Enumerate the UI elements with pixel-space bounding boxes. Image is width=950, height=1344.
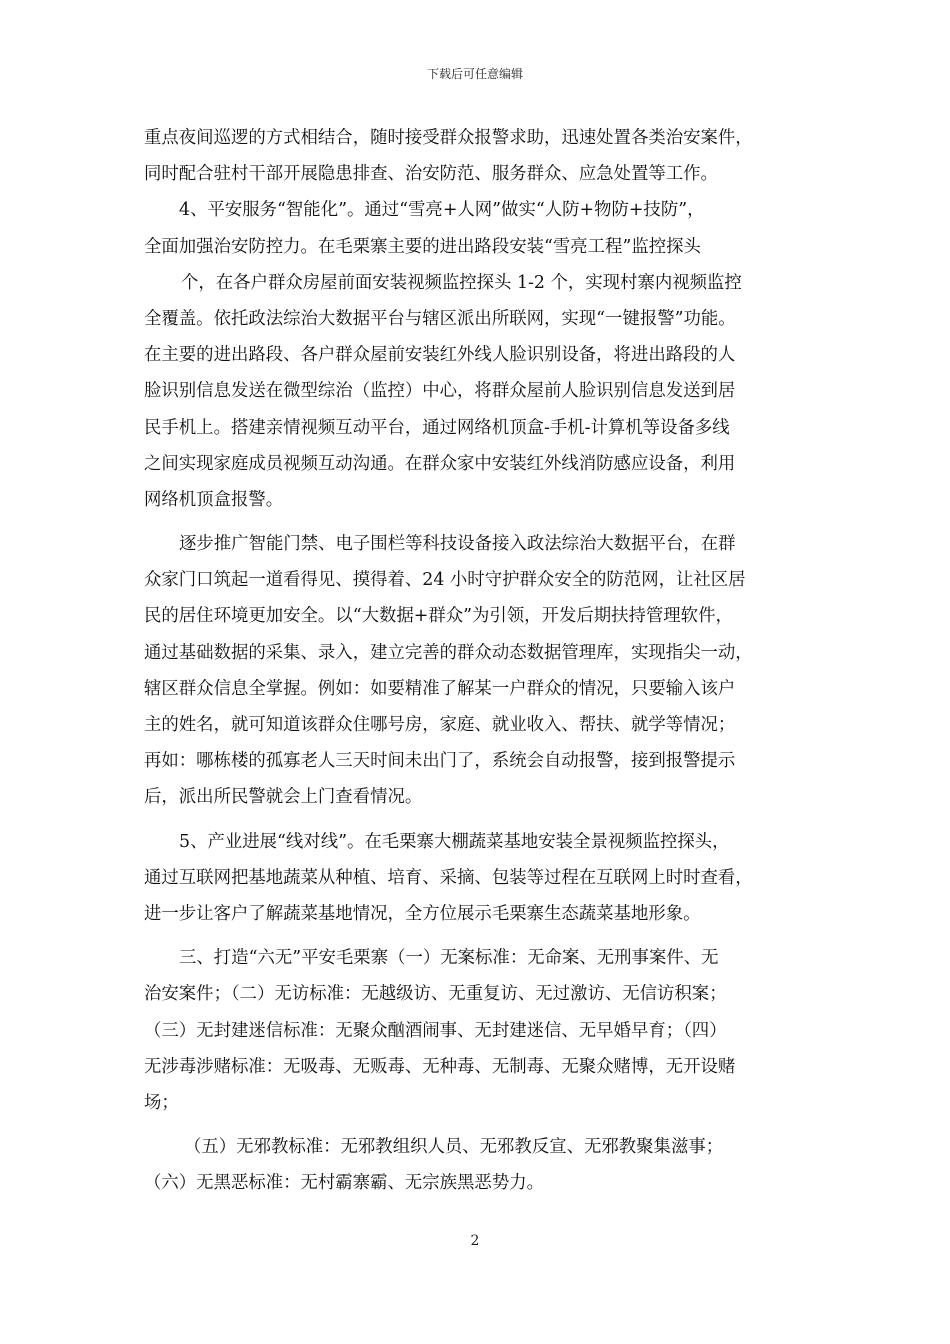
text-line: （三）无封建迷信标准：无聚众酗酒闹事、无封建迷信、无早婚早育；（四） xyxy=(144,1020,727,1041)
text-line: 通过基础数据的采集、录入，建立完善的群众动态数据管理库，实现指尖一动， xyxy=(144,642,753,663)
text-line: 4、平安服务“智能化”。通过“雪亮+人网”做实“人防+物防+技防”， xyxy=(179,200,705,221)
text-line: 再如：哪栋楼的孤寡老人三天时间未出门了，系统会自动报警，接到报警提示 xyxy=(144,751,736,772)
text-line: 脸识别信息发送在微型综治（监控）中心，将群众屋前人脸识别信息发送到居 xyxy=(144,381,736,402)
paragraph-gap xyxy=(144,518,808,526)
text-line: 全覆盖。依托政法综治大数据平台与辖区派出所联网，实现“一键报警”功能。 xyxy=(144,308,736,329)
paragraph-1 xyxy=(144,120,808,192)
text-line: 之间实现家庭成员视频互动沟通。在群众家中安装红外线消防感应设备，利用 xyxy=(144,453,736,474)
paragraph-gap xyxy=(144,816,808,824)
text-line: 主的姓名，就可知道该群众住哪号房，家庭、就业收入、帮扶、就学等情况； xyxy=(144,715,736,735)
paragraph-7 xyxy=(144,1129,808,1201)
text-line: 在主要的进出路段、各户群众屋前安装红外线人脸识别设备，将进出路段的人 xyxy=(144,345,736,366)
text-line: 场； xyxy=(144,1092,179,1113)
text-line: （六）无黑恶标准：无村霸寨霸、无宗族黑恶势力。 xyxy=(144,1173,544,1194)
paragraph-3 xyxy=(144,265,808,518)
text-line: 民手机上。搭建亲情视频互动平台，通过网络机顶盒-手机-计算机等设备多线 xyxy=(144,417,730,438)
text-line: 进一步让客户了解蔬菜基地情况，全方位展示毛栗寨生态蔬菜基地形象。 xyxy=(144,903,701,924)
text-line: 通过互联网把基地蔬菜从种植、培育、采摘、包装等过程在互联网上时时查看， xyxy=(144,867,753,888)
text-line: 辖区群众信息全掌握。例如：如要精准了解某一户群众的情况，只要输入该户 xyxy=(144,678,736,699)
text-line: （五）无邪教标准：无邪教组织人员、无邪教反宣、无邪教聚集滋事； xyxy=(184,1137,724,1158)
paragraph-4 xyxy=(144,526,808,816)
text-line: 无涉毒涉赌标准：无吸毒、无贩毒、无种毒、无制毒、无聚众赌博，无开设赌 xyxy=(144,1056,736,1077)
text-line: 众家门口筑起一道看得见、摸得着、24 小时守护群众安全的防范网，让社区居 xyxy=(144,570,746,591)
text-line: 民的居住环境更加安全。以“大数据+群众”为引领，开发后期扶持管理软件， xyxy=(144,606,733,627)
text-line: 网络机顶盒报警。 xyxy=(144,489,284,510)
text-line: 个，在各户群众房屋前面安装视频监控探头 1-2 个，实现村寨内视频监控 xyxy=(181,272,742,293)
text-line: 全面加强治安防控力。在毛栗寨主要的进出路段安装“雪亮工程”监控探头 xyxy=(144,236,701,257)
text-line: 逐步推广智能门禁、电子围栏等科技设备接入政法综治大数据平台，在群 xyxy=(179,534,736,555)
paragraph-gap xyxy=(144,932,808,940)
page-header: 下载后可任意编辑 xyxy=(426,67,523,81)
text-line: 重点夜间巡逻的方式相结合，随时接受群众报警求助，迅速处置各类治安案件， xyxy=(144,128,753,148)
paragraph-gap xyxy=(144,1121,808,1129)
text-line: 后，派出所民警就会上门查看情况。 xyxy=(144,787,423,808)
text-line: 同时配合驻村干部开展隐患排查、治安防范、服务群众、应急处置等工作。 xyxy=(144,164,718,185)
paragraph-5 xyxy=(144,824,808,933)
text-line: 三、打造“六无”平安毛栗寨（一）无案标准：无命案、无刑事案件、无 xyxy=(179,948,719,969)
page-number: 2 xyxy=(470,1233,480,1249)
text-line: 治安案件；（二）无访标准：无越级访、无重复访、无过激访、无信访积案； xyxy=(144,984,727,1005)
paragraph-6 xyxy=(144,940,808,1121)
paragraph-2 xyxy=(144,192,808,264)
text-line: 5、产业进展“线对线”。在毛栗寨大棚蔬菜基地安装全景视频监控探头， xyxy=(179,831,730,852)
document-body xyxy=(144,120,808,1201)
